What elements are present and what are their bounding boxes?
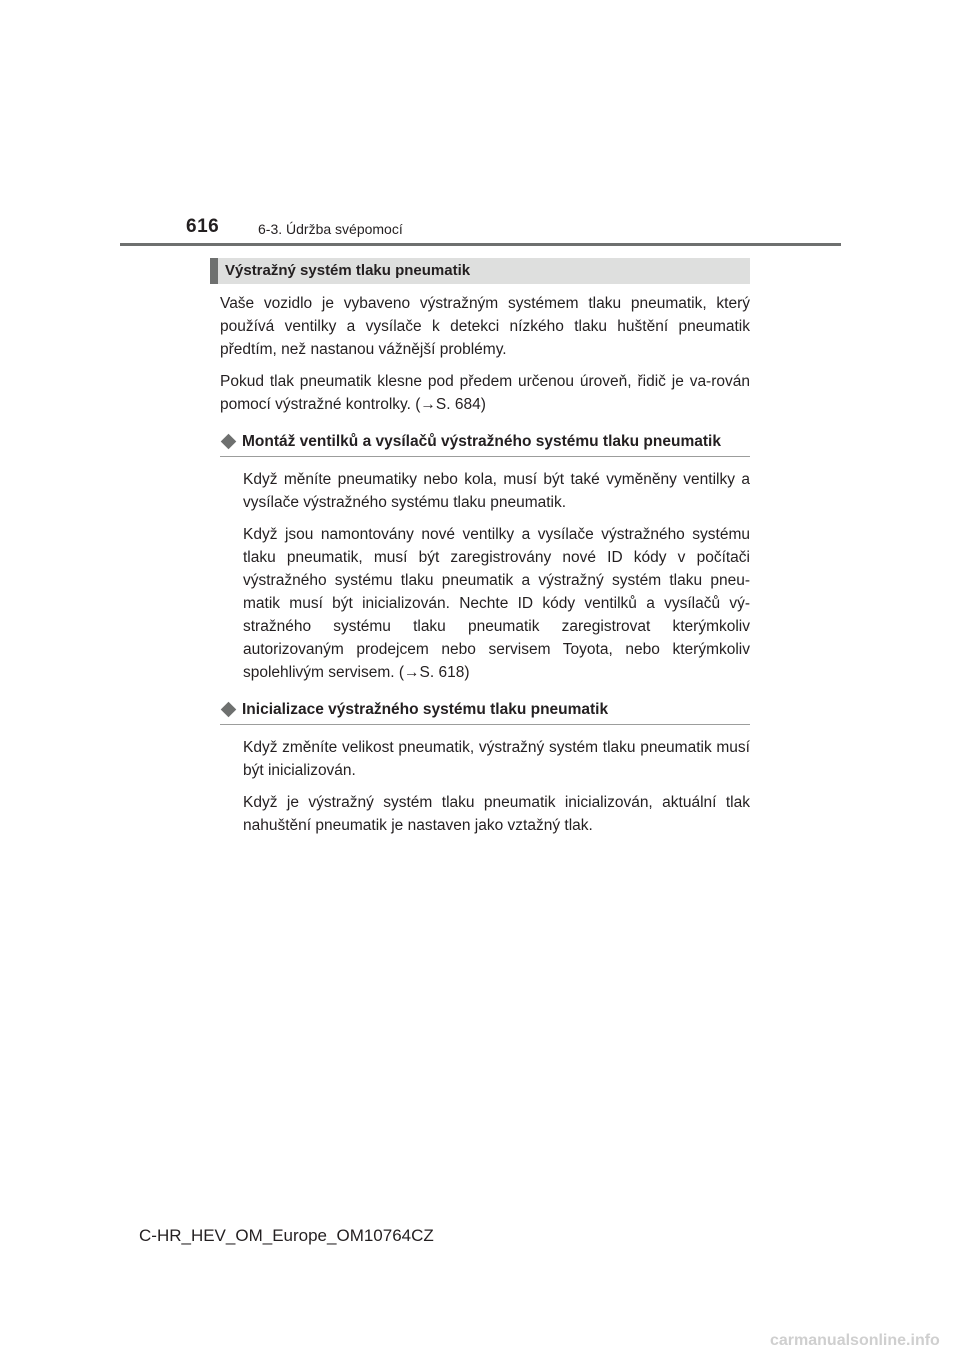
body-paragraph: Když změníte velikost pneumatik, výstražný systém tlaku pneumatik musí být inicializován.	[243, 739, 750, 779]
subsection-heading-text: Montáž ventilků a vysílačů výstražného systému tlaku pneumatik	[242, 433, 721, 450]
subsection-heading	[220, 430, 750, 457]
section-heading: Výstražný systém tlaku pneumatik	[210, 258, 750, 284]
intro-paragraph: Vaše vozidlo je vybaveno výstražným systémem tlaku pneumatik, který používá ventilky a vysílače k detekci nízkého tlaku huštění pneumatik předtím, než nastanou vážnější problémy.	[220, 295, 750, 358]
subsection-heading	[220, 698, 750, 725]
document-code: C-HR_HEV_OM_Europe_OM10764CZ	[139, 1226, 434, 1245]
watermark: carmanualsonline.info	[770, 1332, 940, 1349]
diamond-icon	[221, 702, 237, 718]
header-divider	[120, 243, 841, 246]
body-paragraph: Když je výstražný systém tlaku pneumatik inicializován, aktuální tlak nahuštění pneumatik je nastaven jako vztažný tlak.	[243, 794, 750, 834]
diamond-icon	[221, 434, 237, 450]
subsection-heading-text: Inicializace výstražného systému tlaku pneumatik	[242, 701, 609, 718]
page-content	[220, 292, 750, 846]
body-paragraph: Když měníte pneumatiky nebo kola, musí být také vyměněny ventilky a vysílače výstražného systému tlaku pneumatik.	[243, 471, 750, 511]
page-number: 616	[186, 216, 220, 237]
chapter-title: 6-3. Údržba svépomocí	[258, 221, 403, 237]
body-paragraph: Když jsou namontovány nové ventilky a vysílače výstražného systému tlaku pneumatik, musí být zaregistrovány nové ID kódy v počítači výstražného systému tlaku pneumatik a výstražný systém tlaku pneu-matik musí být inicializován. Nechte ID kódy ventilků a vysílačů vý-stražného systému tlaku pneumatik zaregistrovat kterýmkoliv autorizovaným prodejcem nebo servisem Toyota, nebo kterýmkoliv spolehlivým servisem. (→S. 618)	[243, 526, 750, 681]
intro-paragraph: Pokud tlak pneumatik klesne pod předem určenou úroveň, řidič je va-rován pomocí výstražné kontrolky. (→S. 684)	[220, 373, 750, 413]
